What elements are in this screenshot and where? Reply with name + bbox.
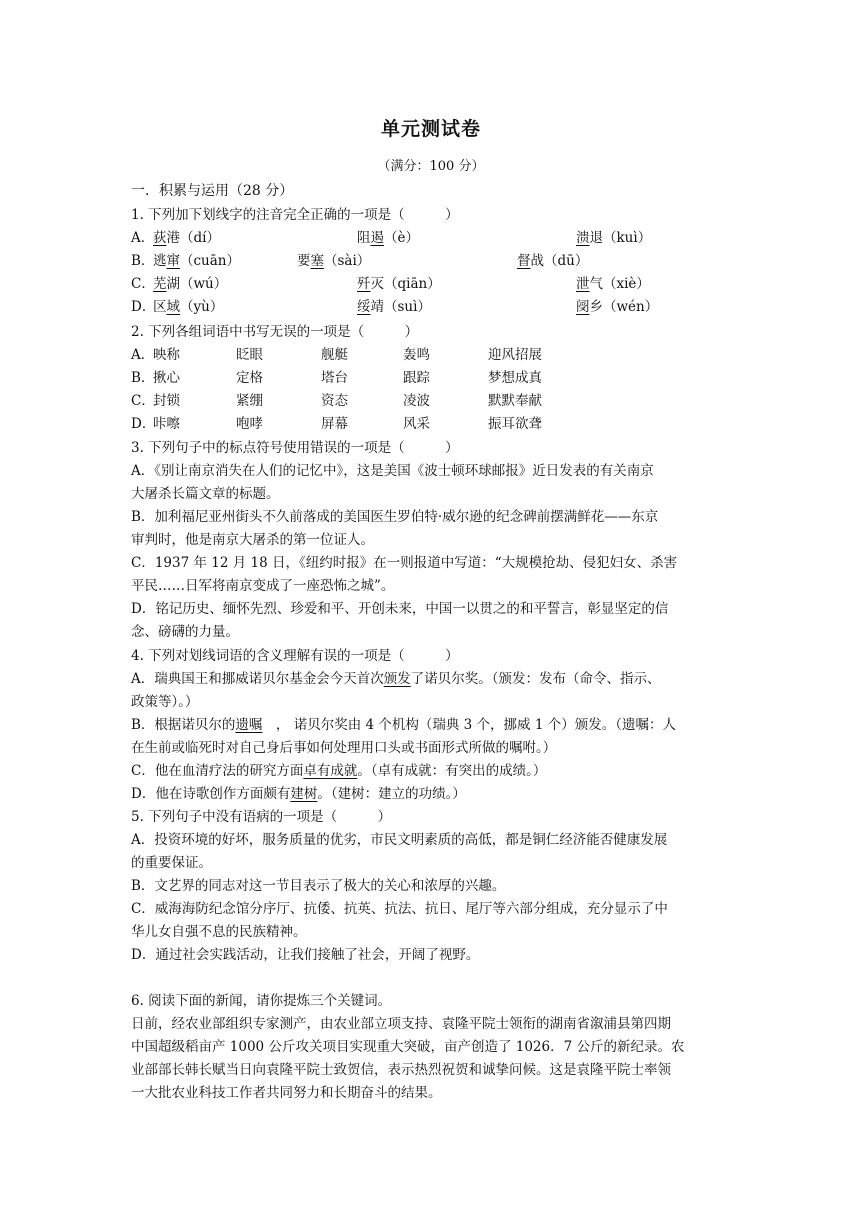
- option-text: （yù）: [180, 299, 224, 315]
- underlined-char: 溃: [576, 230, 590, 246]
- option-text: 湖（wú）: [166, 276, 228, 292]
- q2-word: 迎风招展: [488, 347, 542, 363]
- page-subtitle: （满分：100 分）: [377, 159, 485, 174]
- q5-line: D．通过社会实践活动，让我们接触了社会，开阔了视野。: [131, 947, 480, 963]
- underlined-char: 窜: [166, 253, 180, 269]
- q5-line: 华儿女自强不息的民族精神。: [131, 924, 307, 940]
- q2-word: 屏幕: [321, 416, 348, 432]
- underlined-char: 芜: [153, 276, 167, 292]
- underlined-char: 遏: [370, 230, 384, 246]
- option-label: C．: [131, 393, 155, 409]
- option-text: 港（dí）: [166, 230, 220, 246]
- q2-word: 跟踪: [403, 370, 430, 386]
- option-text: 要: [297, 253, 311, 269]
- q2-word: 默默奉献: [488, 393, 542, 409]
- option-text: 靖（suì）: [370, 299, 431, 315]
- q2-word: 定格: [236, 370, 263, 386]
- q3-line: A．《别让南京消失在人们的记忆中》，这是美国《波士顿环球邮报》近日发表的有关南京: [131, 463, 654, 479]
- section-heading: 一．积累与运用（28 分）: [131, 183, 294, 199]
- q1-option-item: [297, 250, 370, 272]
- q5-line: C．威海海防纪念馆分序厅、抗倭、抗英、抗法、抗日、尾厅等六部分组成，充分显示了中: [131, 901, 668, 917]
- option-text: 气（xiè）: [589, 276, 650, 292]
- q1-option-item: [517, 250, 588, 272]
- q5-line: 的重要保证。: [131, 855, 212, 871]
- underlined-char: 塞: [310, 253, 324, 269]
- q6-line: 中国超级稻亩产 1000 公斤攻关项目实现重大突破，亩产创造了 1026．7 公斤的新纪录。农: [131, 1039, 685, 1055]
- underlined-char: 绥: [357, 299, 371, 315]
- q3-line: 大屠杀长篇文章的标题。: [131, 486, 280, 502]
- underlined-word: 建树: [290, 786, 318, 802]
- q3-line: 念、磅礴的力量。: [131, 624, 239, 640]
- q2-word: 揪心: [153, 370, 180, 386]
- option-text: 战（dū）: [530, 253, 589, 269]
- q2-word: 振耳欲聋: [488, 416, 542, 432]
- q5-stem: 5. 下列句子中没有语病的一项是（ ）: [131, 809, 392, 825]
- option-label: B．: [131, 370, 155, 386]
- option-text: （è）: [384, 230, 419, 246]
- underlined-word: 颁发: [383, 671, 411, 687]
- q4-stem: 4. 下列对划线词语的含义理解有误的一项是（ ）: [131, 648, 459, 664]
- option-text: 灭（qiān）: [370, 276, 441, 292]
- q4-line: 在生前或临死时对自己身后事如何处理用口头或书面形式所做的嘱咐。）: [131, 740, 557, 756]
- q6-stem: 6. 阅读下面的新闻，请你提炼三个关键词。: [131, 993, 392, 1009]
- option-label: A．: [131, 347, 155, 363]
- underlined-char: 督: [517, 253, 531, 269]
- q2-word: 舰艇: [321, 347, 348, 363]
- q3-line: B．加利福尼亚州街头不久前落成的美国医生罗伯特·威尔逊的纪念碑前摆满鲜花——东京: [131, 509, 659, 525]
- q6-line: 一大批农业科技工作者共同努力和长期奋斗的结果。: [131, 1085, 442, 1101]
- q1-stem: 1. 下列加下划线字的注音完全正确的一项是（ ）: [131, 207, 459, 223]
- q5-line: A．投资环境的好坏，服务质量的优劣，市民文明素质的高低，都是铜仁经济能否健康发展: [131, 832, 668, 848]
- option-text: 阻: [357, 230, 371, 246]
- option-text: 区: [153, 299, 167, 315]
- q2-word: 梦想成真: [488, 370, 542, 386]
- option-label: D．: [131, 416, 156, 432]
- option-label: D．: [131, 299, 156, 315]
- q1-option-item: [153, 250, 240, 272]
- q4-option-d: D．他在诗歌创作方面颇有建树。（建树：建立的功绩。）: [131, 786, 466, 802]
- q2-word: 映称: [153, 347, 180, 363]
- underlined-word: 遗嘱: [235, 717, 263, 733]
- option-text: 逃: [153, 253, 167, 269]
- option-text: 退（kuì）: [589, 230, 652, 246]
- q2-word: 塔台: [321, 370, 348, 386]
- q1-option-item: [576, 273, 650, 295]
- option-text: 乡（wén）: [589, 299, 659, 315]
- option-label: B．: [131, 253, 155, 269]
- q4-option-a: A．瑞典国王和挪威诺贝尔基金会今天首次颁发了诺贝尔奖。（颁发：发布（命令、指示、: [131, 671, 661, 687]
- q3-line: D．铭记历史、缅怀先烈、珍爱和平、开创未来，中国一以贯之的和平誓言，彰显坚定的信: [131, 601, 669, 617]
- underlined-char: 歼: [357, 276, 371, 292]
- q1-option-item: [153, 296, 223, 318]
- q2-word: 眨眼: [236, 347, 263, 363]
- q2-word: 紧绷: [236, 393, 263, 409]
- q3-line: C．1937 年 12 月 18 日，《纽约时报》在一则报道中写道：“大规模抢劫、侵犯妇女、杀害: [131, 555, 678, 571]
- q2-word: 咔嚓: [153, 416, 180, 432]
- option-label: A．: [131, 230, 155, 246]
- q2-word: 资态: [321, 393, 348, 409]
- q1-option-item: [357, 296, 431, 318]
- q5-line: B．文艺界的同志对这一节目表示了极大的关心和浓厚的兴趣。: [131, 878, 506, 894]
- underlined-char: 泄: [576, 276, 590, 292]
- q4-option-c: C．他在血清疗法的研究方面卓有成就。（卓有成就：有突出的成绩。）: [131, 763, 547, 779]
- q6-line: 业部部长韩长赋当日向袁隆平院士致贺信，表示热烈祝贺和诚挚问候。这是袁隆平院士率领: [131, 1062, 671, 1078]
- q1-option-item: [576, 227, 651, 249]
- q2-word: 咆哮: [236, 416, 263, 432]
- option-label: C．: [131, 276, 155, 292]
- q2-word: 封锁: [153, 393, 180, 409]
- q1-option-item: [357, 227, 419, 249]
- q2-word: 轰鸣: [403, 347, 430, 363]
- q2-stem: 2. 下列各组词语中书写无误的一项是（ ）: [131, 324, 419, 340]
- option-text: （sài）: [324, 253, 371, 269]
- page-title: 单元测试卷: [380, 118, 481, 140]
- q1-option-item: [357, 273, 441, 295]
- option-text: （cuān）: [180, 253, 240, 269]
- underlined-word: 卓有成就: [303, 763, 358, 779]
- q1-option-item: [153, 273, 227, 295]
- q2-word: 凌波: [403, 393, 430, 409]
- underlined-char: 域: [166, 299, 180, 315]
- underlined-char: 阌: [576, 299, 590, 315]
- q3-line: 平民……日军将南京变成了一座恐怖之城”。: [131, 578, 395, 594]
- q4-line: 政策等）。）: [131, 694, 199, 710]
- q1-option-item: [576, 296, 658, 318]
- q3-stem: 3. 下列句子中的标点符号使用错误的一项是（ ）: [131, 440, 459, 456]
- q2-word: 风采: [403, 416, 430, 432]
- q1-option-item: [153, 227, 220, 249]
- underlined-char: 荻: [153, 230, 167, 246]
- q6-line: 日前，经农业部组织专家测产，由农业部立项支持、袁隆平院士领衔的湖南省溆浦县第四期: [131, 1016, 671, 1032]
- q3-line: 审判时，他是南京大屠杀的第一位证人。: [131, 532, 374, 548]
- q4-option-b: B．根据诺贝尔的遗嘱 ， 诺贝尔奖由 4 个机构（瑞典 3 个，挪威 1 个）颁发。（遗嘱：人: [131, 717, 676, 733]
